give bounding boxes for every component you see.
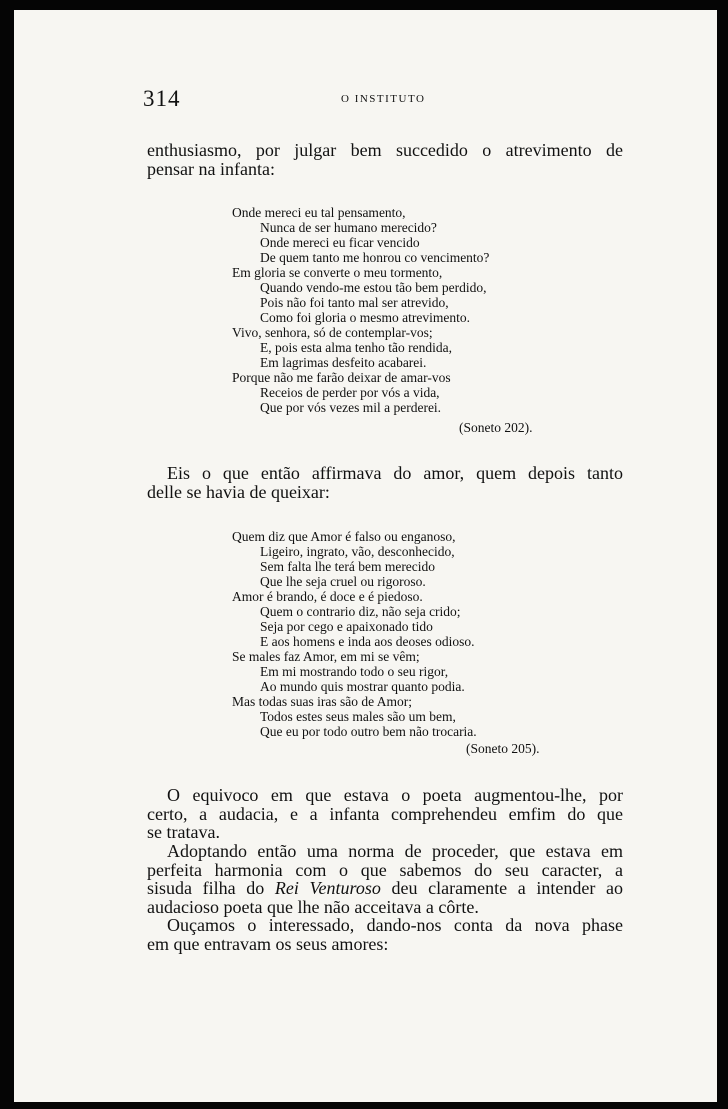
intro-paragraph: [147, 141, 623, 178]
text-line: pensar na infanta:: [147, 158, 275, 179]
verse: Pois não foi tanto mal ser atrevido,: [260, 295, 449, 310]
text-segment: sisuda filha do: [147, 878, 275, 898]
verse: Em mi mostrando todo o seu rigor,: [260, 664, 449, 679]
closing-paragraph-1: [147, 786, 623, 842]
page-number: 314: [143, 86, 181, 111]
verse: Se males faz Amor, em mi se vêm;: [232, 649, 420, 664]
verse: Amor é brando, é doce e é piedoso.: [232, 589, 423, 604]
text-line: [147, 879, 623, 898]
verse: Quem o contrario diz, não seja crido;: [260, 604, 461, 619]
verse: Que lhe seja cruel ou rigoroso.: [260, 574, 426, 589]
text-line: delle se havia de queixar:: [147, 481, 330, 502]
closing-paragraph-2: [147, 842, 623, 916]
verse: Que por vós vezes mil a perderei.: [260, 400, 442, 415]
text-line: certo, a audacia, e a infanta comprehendeu emfim do que: [147, 803, 623, 824]
text-line: perfeita harmonia com o que sabemos do seu caracter, a: [147, 859, 623, 880]
text-line: Eis o que então affirmava do amor, quem depois tanto: [167, 463, 623, 483]
verse: Quem diz que Amor é falso ou enganoso,: [232, 529, 456, 544]
verse: Em lagrimas desfeito acabarei.: [260, 355, 427, 370]
verse: Quando vendo-me estou tão bem perdido,: [260, 280, 487, 295]
verse: Sem falta lhe terá bem merecido: [260, 559, 436, 574]
sonnet-202-attribution: (Soneto 202).: [459, 420, 533, 435]
verse: Seja por cego e apaixonado tido: [260, 619, 433, 634]
verse: E aos homens e inda aos deoses odioso.: [260, 634, 475, 649]
verse: De quem tanto me honrou co vencimento?: [260, 250, 490, 265]
text-segment: deu claramente a intender ao: [380, 878, 623, 898]
verse: Onde mereci eu tal pensamento,: [232, 205, 406, 220]
verse: Em gloria se converte o meu tormento,: [232, 265, 443, 280]
verse: Porque não me farão deixar de amar-vos: [232, 370, 451, 385]
text-line: se tratava.: [147, 822, 220, 842]
text-line: audacioso poeta que lhe não acceitava a côrte.: [147, 896, 479, 917]
sonnet-202: [232, 205, 552, 415]
verse: Receios de perder por vós a vida,: [260, 385, 440, 400]
verse: Mas todas suas iras são de Amor;: [232, 694, 412, 709]
verse: Ligeiro, ingrato, vão, desconhecido,: [260, 544, 455, 559]
sonnet-205: [232, 529, 552, 739]
emphasized-title: Rei Venturoso: [274, 878, 381, 898]
running-title: O INSTITUTO: [341, 93, 426, 105]
verse: Nunca de ser humano merecido?: [260, 220, 437, 235]
closing-paragraph-3: [147, 916, 623, 953]
verse: Que eu por todo outro bem não trocaria.: [260, 724, 477, 739]
verse: Todos estes seus males são um bem,: [260, 709, 456, 724]
verse: Como foi gloria o mesmo atrevimento.: [260, 310, 470, 325]
text-line: Ouçamos o interessado, dando-nos conta da nova phase: [167, 915, 623, 935]
middle-paragraph: [147, 464, 623, 501]
text-line: enthusiasmo, por julgar bem succedido o atrevimento de: [147, 140, 623, 160]
verse: Ao mundo quis mostrar quanto podia.: [260, 679, 465, 694]
text-line: Adoptando então uma norma de proceder, que estava em: [167, 841, 623, 861]
verse: Onde mereci eu ficar vencido: [260, 235, 420, 250]
text-line: em que entravam os seus amores:: [147, 933, 389, 954]
verse: E, pois esta alma tenho tão rendida,: [260, 340, 452, 355]
text-line: O equivoco em que estava o poeta augmentou-lhe, por: [167, 785, 623, 805]
sonnet-205-attribution: (Soneto 205).: [466, 741, 540, 756]
verse: Vivo, senhora, só de contemplar-vos;: [232, 325, 433, 340]
page-header: [143, 86, 623, 116]
